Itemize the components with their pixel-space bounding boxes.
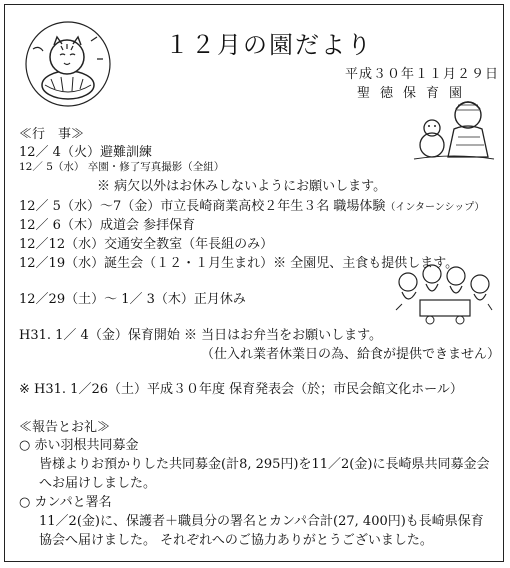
event-date: 12／12（水）	[19, 237, 105, 252]
event-text: 卒園・修了写真撮影（全組）	[87, 161, 225, 173]
event-text: ～ 1／ 3（木）正月休み	[104, 292, 246, 307]
event-note: （仕入れ業者休業日の為、給食が提供できません）	[201, 347, 501, 362]
reports-heading: ≪報告とお礼≫	[19, 420, 111, 435]
event-date: 12／ 5（水）	[19, 199, 100, 214]
event-text: ～7（金）市立長崎商業高校２年生３名 職場体験	[99, 199, 386, 214]
event-text: 避難訓練	[99, 145, 152, 160]
newsletter-page	[4, 4, 504, 562]
event-date: 12／ 6（木）	[19, 218, 100, 233]
events-heading: ≪行 事≫	[19, 127, 85, 142]
report-line: へお届けしました。	[39, 476, 157, 491]
event-row	[19, 214, 195, 233]
issue-date: 平成３０年１１月２９日	[345, 67, 500, 82]
report-title: ○ カンパと署名	[19, 495, 112, 510]
school-name: 聖徳保育園	[357, 86, 473, 101]
event-note: ※ H31. 1／26（土）平成３０年度 保育発表会（於；市民会館文化ホール）	[19, 382, 463, 397]
event-date: 12／29（土）	[19, 292, 105, 307]
event-text: 保育開始 ※ 当日はお弁当をお願いします。	[127, 328, 383, 343]
event-row	[19, 159, 224, 174]
event-text: 成道会 参拝保育	[99, 218, 196, 233]
tiger-illustration-icon	[21, 19, 115, 109]
report-title: ○ 赤い羽根共同募金	[19, 438, 139, 453]
event-text: 交通安全教室（年長組のみ）	[104, 237, 274, 252]
page-title: １２月の園だより	[165, 31, 373, 59]
event-note: ※ 病欠以外はお休みしないようにお願いします。	[97, 179, 387, 194]
event-date: 12／ 5（水）	[19, 161, 85, 173]
event-row	[19, 233, 273, 252]
event-row	[19, 252, 458, 271]
event-date: 12／19（水）	[19, 256, 105, 271]
snowman-illustration-icon	[410, 93, 498, 165]
event-date: H31. 1／ 4（金）	[19, 328, 128, 343]
event-row	[19, 288, 246, 307]
event-row	[19, 195, 484, 214]
event-row	[19, 141, 152, 160]
report-line: 11／2(金)に、保護者＋職員分の署名とカンパ合計(27, 400円)も長崎県保育	[39, 514, 484, 529]
event-row	[19, 324, 382, 343]
report-line: 皆様よりお預かりした共同募金(計8, 295円)を11／2(金)に長崎県共同募金会	[39, 457, 490, 472]
event-text: 誕生会（１２・１月生まれ）※ 全園児、主食も提供します。	[104, 256, 459, 271]
report-line: 協会へ届けました。 それぞれへのご協力ありがとうございました。	[39, 533, 433, 548]
event-date: 12／ 4（火）	[19, 145, 100, 160]
event-subtext: （インターンシップ）	[385, 202, 485, 213]
